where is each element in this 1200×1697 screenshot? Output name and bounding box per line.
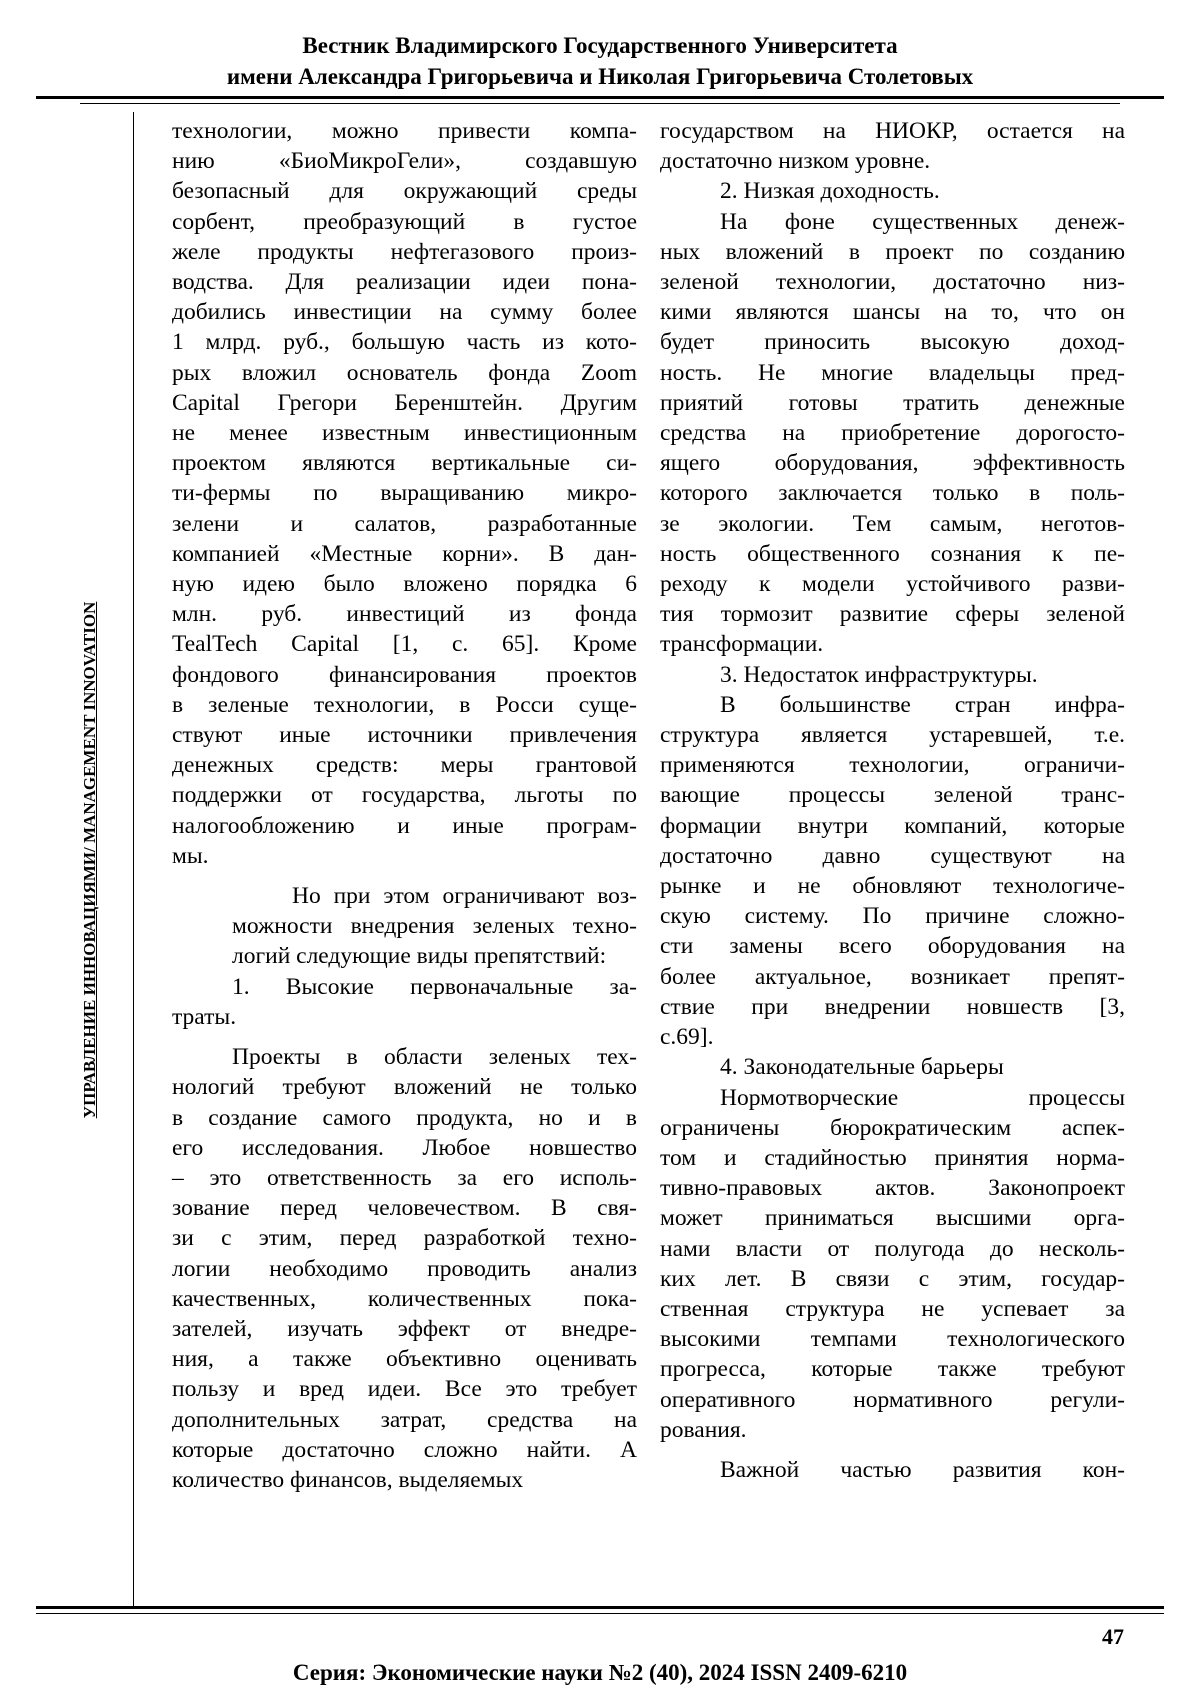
- text-line: 1. Высокие первоначальные за-: [232, 973, 637, 1000]
- numbered-item: 4. Законодательные барьеры: [720, 1054, 1004, 1081]
- text-line: технологии, можно привести компа-: [172, 118, 637, 144]
- paragraph: [660, 690, 1125, 1052]
- text-line: качественных, количественных пока-: [172, 1285, 637, 1312]
- numbered-item: 3. Недостаток инфраструктуры.: [720, 661, 1038, 688]
- paragraph: [660, 116, 1125, 176]
- text-line: денежных средств: меры грантовой: [172, 752, 637, 779]
- text-line: безопасный для окружающий среды: [172, 178, 637, 205]
- text-line: государством на НИОКР, остается на: [660, 118, 1125, 144]
- text-line: ственная структура не успевает за: [660, 1295, 1125, 1322]
- text-line: применяются технологии, ограничи-: [660, 752, 1125, 779]
- text-line: налогообложению и иные програм-: [172, 812, 637, 839]
- text-line: зование перед человечеством. В свя-: [172, 1195, 637, 1222]
- text-line: – это ответственность за его исполь-: [172, 1164, 637, 1191]
- text-line: трансформации.: [660, 631, 824, 658]
- text-line: скую систему. По причине сложно-: [660, 903, 1125, 930]
- numbered-item: 2. Низкая доходность.: [720, 178, 940, 205]
- footer-rule-thin: [36, 1613, 1164, 1614]
- text-line: компанией «Местные корни». В дан-: [172, 540, 637, 567]
- text-line: На фоне существенных денеж-: [720, 208, 1125, 235]
- text-line: количество финансов, выделяемых: [172, 1466, 524, 1493]
- text-line: ных вложений в проект по созданию: [660, 238, 1125, 265]
- text-line: TealTech Capital [1, с. 65]. Кроме: [172, 631, 637, 658]
- text-line: тия тормозит развитие сферы зеленой: [660, 601, 1125, 628]
- text-line: может приниматься высшими орга-: [660, 1205, 1125, 1232]
- text-line: кими являются шансы на то, что он: [660, 299, 1125, 326]
- text-line: рования.: [660, 1416, 747, 1443]
- text-line: нами власти от полугода до несколь-: [660, 1235, 1125, 1262]
- page-number: 47: [1102, 1624, 1124, 1649]
- text-line: ность. Не многие владельцы пред-: [660, 359, 1125, 386]
- text-line: мы.: [172, 842, 209, 869]
- text-line: Важной частью развития кон-: [720, 1456, 1125, 1483]
- text-line: рынке и не обновляют технологиче-: [660, 873, 1125, 900]
- text-line: зеленой технологии, достаточно низ-: [660, 269, 1125, 296]
- left-column: [172, 116, 637, 1495]
- text-line: прогресса, которые также требуют: [660, 1356, 1125, 1383]
- text-line: Capital Грегори Беренштейн. Другим: [172, 389, 637, 416]
- text-line: млн. руб. инвестиций из фонда: [172, 601, 637, 628]
- text-line: желе продукты нефтегазового произ-: [172, 238, 637, 265]
- text-line: структура является устаревшей, т.е.: [660, 722, 1125, 749]
- text-line: Нормотворческие процессы: [720, 1084, 1125, 1111]
- paragraph: [660, 207, 1125, 660]
- paragraph-gap: [660, 1445, 1125, 1455]
- text-line: приятий готовы тратить денежные: [660, 389, 1125, 416]
- paragraph: [172, 116, 637, 871]
- section-side-label: УПРАВЛЕНИЕ ИННОВАЦИЯМИ/ MANAGEMENT INNOVATION: [80, 601, 99, 1119]
- text-line: его исследования. Любое новшество: [172, 1134, 637, 1161]
- text-line: достаточно давно существуют на: [660, 842, 1125, 869]
- paragraph: [172, 881, 637, 972]
- paragraph-gap: [172, 871, 637, 881]
- text-line: добились инвестиции на сумму более: [172, 299, 637, 326]
- text-line: ную идею было вложено порядка 6: [172, 571, 637, 598]
- header-rule-thin: [80, 103, 1120, 104]
- text-line: В большинстве стран инфра-: [720, 691, 1125, 718]
- text-line: будет приносить высокую доход-: [660, 329, 1125, 356]
- text-line: которого заключается только в поль-: [660, 480, 1125, 507]
- text-line: не менее известным инвестиционным: [172, 420, 637, 447]
- text-line: сорбент, преобразующий в густое: [172, 208, 637, 235]
- text-line: логий следующие виды препятствий:: [232, 943, 607, 970]
- journal-header: [36, 30, 1164, 92]
- numbered-item: [172, 972, 637, 1032]
- text-line: проектом являются вертикальные си-: [172, 450, 637, 477]
- right-column: [660, 116, 1125, 1485]
- footer-rule: [36, 1606, 1164, 1609]
- text-line: ящего оборудования, эффективность: [660, 450, 1125, 477]
- text-line: пользу и вред идеи. Все это требует: [172, 1376, 637, 1403]
- text-line: ких лет. В связи с этим, государ-: [660, 1265, 1125, 1292]
- text-line: 1 млрд. руб., большую часть из кото-: [172, 329, 637, 356]
- text-line: ствие при внедрении новшеств [3,: [660, 993, 1125, 1020]
- paragraph: [660, 1455, 1125, 1485]
- text-line: в зеленые технологии, в Росси суще-: [172, 691, 637, 718]
- text-line: средства на приобретение дорогосто-: [660, 420, 1125, 447]
- paragraph-gap: [172, 1032, 637, 1042]
- text-line: том и стадийностью принятия норма-: [660, 1144, 1125, 1171]
- text-line: которые достаточно сложно найти. А: [172, 1436, 637, 1463]
- text-line: оперативного нормативного регули-: [660, 1386, 1125, 1413]
- text-line: с.69].: [660, 1024, 714, 1051]
- header-rule: [36, 96, 1164, 99]
- text-line: ствуют иные источники привлечения: [172, 722, 637, 749]
- text-line: ограничены бюрократическим аспек-: [660, 1114, 1125, 1141]
- text-line: траты.: [172, 1003, 237, 1030]
- paragraph: [172, 1042, 637, 1495]
- text-line: дополнительных затрат, средства на: [172, 1406, 637, 1433]
- text-line: зателей, изучать эффект от внедре-: [172, 1315, 637, 1342]
- series-footer: Серия: Экономические науки №2 (40), 2024 ISSN 2409-6210: [292, 1660, 908, 1685]
- journal-title-line-1: Вестник Владимирского Государственного Университета: [302, 33, 898, 58]
- journal-title-line-2: имени Александра Григорьевича и Николая Григорьевича Столетовых: [226, 64, 974, 89]
- text-line: логии необходимо проводить анализ: [172, 1255, 637, 1282]
- text-line: зи с этим, перед разработкой техно-: [172, 1225, 637, 1252]
- text-line: фондового финансирования проектов: [172, 661, 637, 688]
- text-line: рых вложил основатель фонда Zoom: [172, 359, 637, 386]
- text-line: Проекты в области зеленых тех-: [232, 1044, 637, 1071]
- text-line: высокими темпами технологического: [660, 1326, 1125, 1353]
- text-line: водства. Для реализации идеи пона-: [172, 269, 637, 296]
- text-line: нологий требуют вложений не только: [172, 1074, 637, 1101]
- text-line: поддержки от государства, льготы по: [172, 782, 637, 809]
- text-line: ти-фермы по выращиванию микро-: [172, 480, 637, 507]
- text-line: в создание самого продукта, но и в: [172, 1104, 637, 1131]
- text-line: реходу к модели устойчивого разви-: [660, 571, 1125, 598]
- side-rule: [133, 112, 134, 1606]
- text-line: можности внедрения зеленых техно-: [232, 913, 637, 940]
- paragraph: [660, 1083, 1125, 1445]
- text-line: более актуальное, возникает препят-: [660, 963, 1125, 990]
- text-line: тивно-правовых актов. Законопроект: [660, 1175, 1125, 1202]
- text-line: Но при этом ограничивают воз-: [292, 883, 637, 910]
- text-line: зе экологии. Тем самым, неготов-: [660, 510, 1125, 537]
- text-line: формации внутри компаний, которые: [660, 812, 1125, 839]
- text-line: сти замены всего оборудования на: [660, 933, 1125, 960]
- text-line: достаточно низком уровне.: [660, 148, 931, 175]
- text-line: ность общественного сознания к пе-: [660, 540, 1125, 567]
- text-line: вающие процессы зеленой транс-: [660, 782, 1125, 809]
- text-line: нию «БиоМикроГели», создавшую: [172, 148, 637, 175]
- text-line: ния, а также объективно оценивать: [172, 1346, 637, 1373]
- text-line: зелени и салатов, разработанные: [172, 510, 637, 537]
